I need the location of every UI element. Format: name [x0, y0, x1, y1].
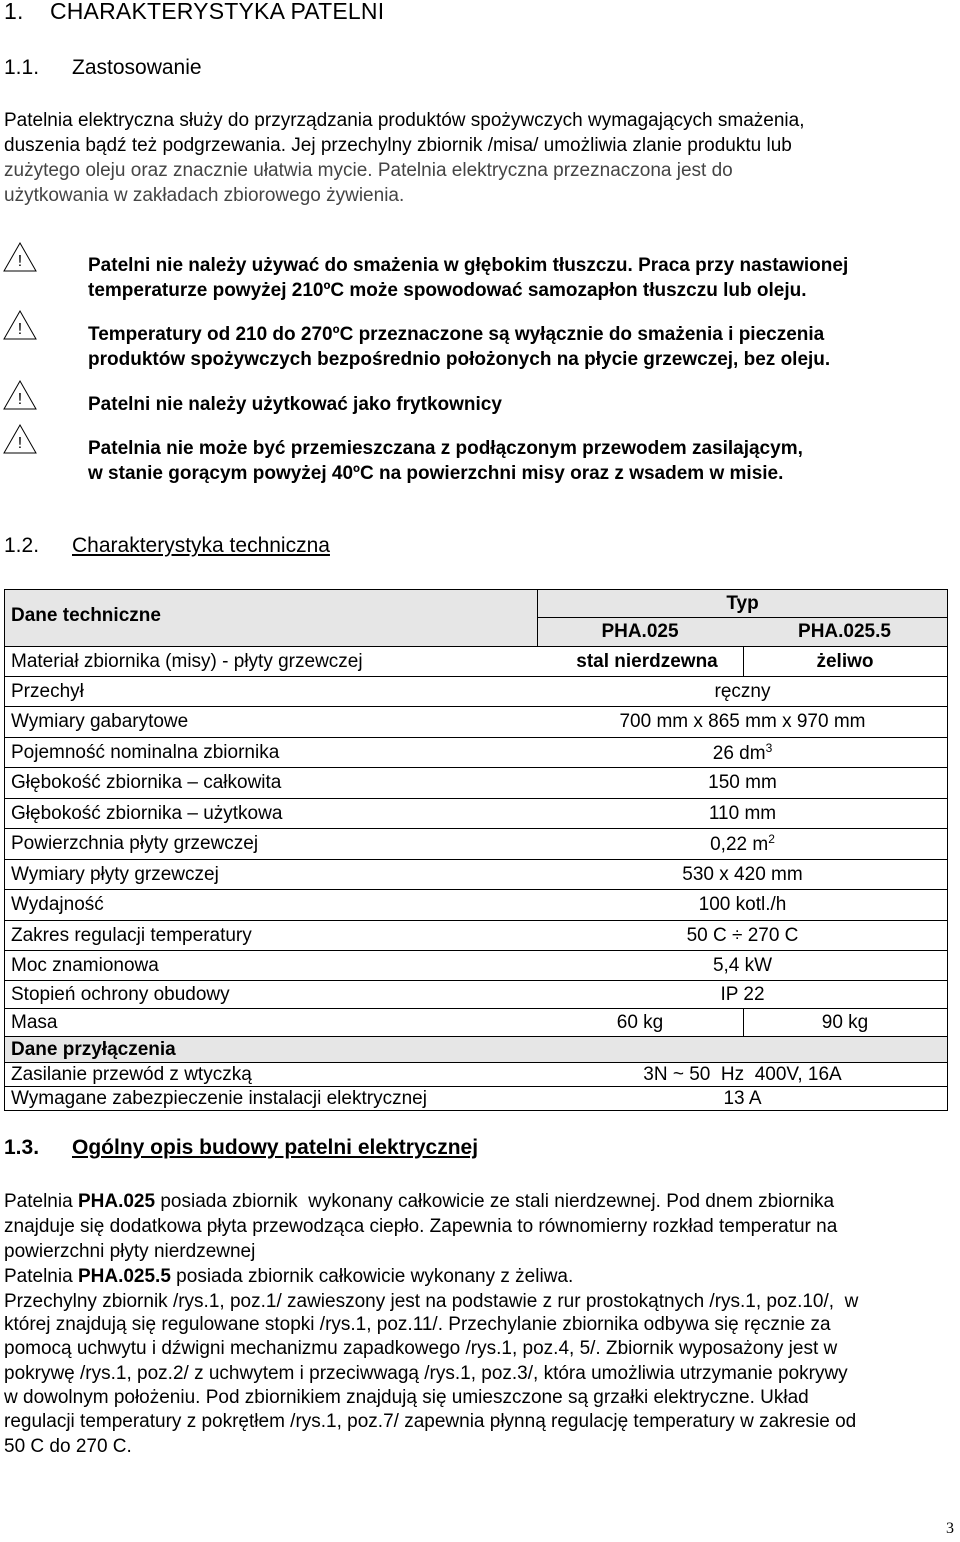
table-row: Powierzchnia płyty grzewczej 0,22 $m^2$ [5, 829, 947, 860]
warning-triangle-icon [3, 242, 37, 272]
table-row: Pojemność nominalna zbiornika 26 $dm^3$ [5, 738, 947, 768]
table-row: Wymiary płyty grzewczej 530 x 420 mm [5, 860, 947, 890]
table-row: Stopień ochrony obudowy IP 22 [5, 981, 947, 1009]
page-number: 3 [946, 1520, 954, 1537]
table-row: Głębokość zbiornika – całkowita 150 mm [5, 768, 947, 799]
table-row: Zakres regulacji temperatury 50 C ÷ 270 C [5, 921, 947, 951]
table-row: Wymagane zabezpieczenie instalacji elektrycznej 13 A [11, 1087, 762, 1109]
table-row: Masa 60 kg 90 kg [5, 1009, 947, 1037]
table-row: Głębokość zbiornika – użytkowa 110 mm [5, 799, 947, 829]
svg-text:!: ! [17, 321, 23, 338]
table-row: Moc znamionowa 5,4 kW [5, 951, 947, 981]
svg-text:!: ! [17, 435, 23, 452]
table-header-models: PHA.025 PHA.025.5 [538, 618, 947, 646]
section-1-3-heading: 1.3. Ogólny opis budowy patelni elektrycznej [4, 1136, 479, 1159]
table-row: Przechył ręczny [5, 677, 947, 707]
table-row: Wymiary gabarytowe 700 mm x 865 mm x 970 mm [5, 707, 947, 738]
svg-text:!: ! [17, 253, 23, 270]
warning-triangle-icon [3, 380, 37, 410]
table-row: Dane przyłączenia [5, 1037, 947, 1063]
table-header-label-cell: Dane techniczne [5, 590, 537, 646]
table-row: Materiał zbiornika (misy) - płyty grzewczej stal nierdzewna żeliwo [5, 647, 947, 677]
svg-text:!: ! [17, 391, 23, 408]
page-heading: 1. CHARAKTERYSTYKA PATELNI [4, 0, 385, 24]
section-1-1-heading: 1.1. Zastosowanie [4, 56, 202, 79]
technical-data-table [4, 589, 948, 1111]
section-1-2-heading: 1.2. Charakterystyka techniczna [4, 534, 330, 557]
warning-triangle-icon [3, 424, 37, 454]
warning-triangle-icon [3, 310, 37, 340]
table-row: Zasilanie przewód z wtyczką 3N ~ 50 Hz 400V, 16A [5, 1063, 947, 1087]
table-header-typ-cell: Typ [538, 590, 947, 618]
table-row: Wydajność 100 kotl./h [5, 890, 947, 921]
